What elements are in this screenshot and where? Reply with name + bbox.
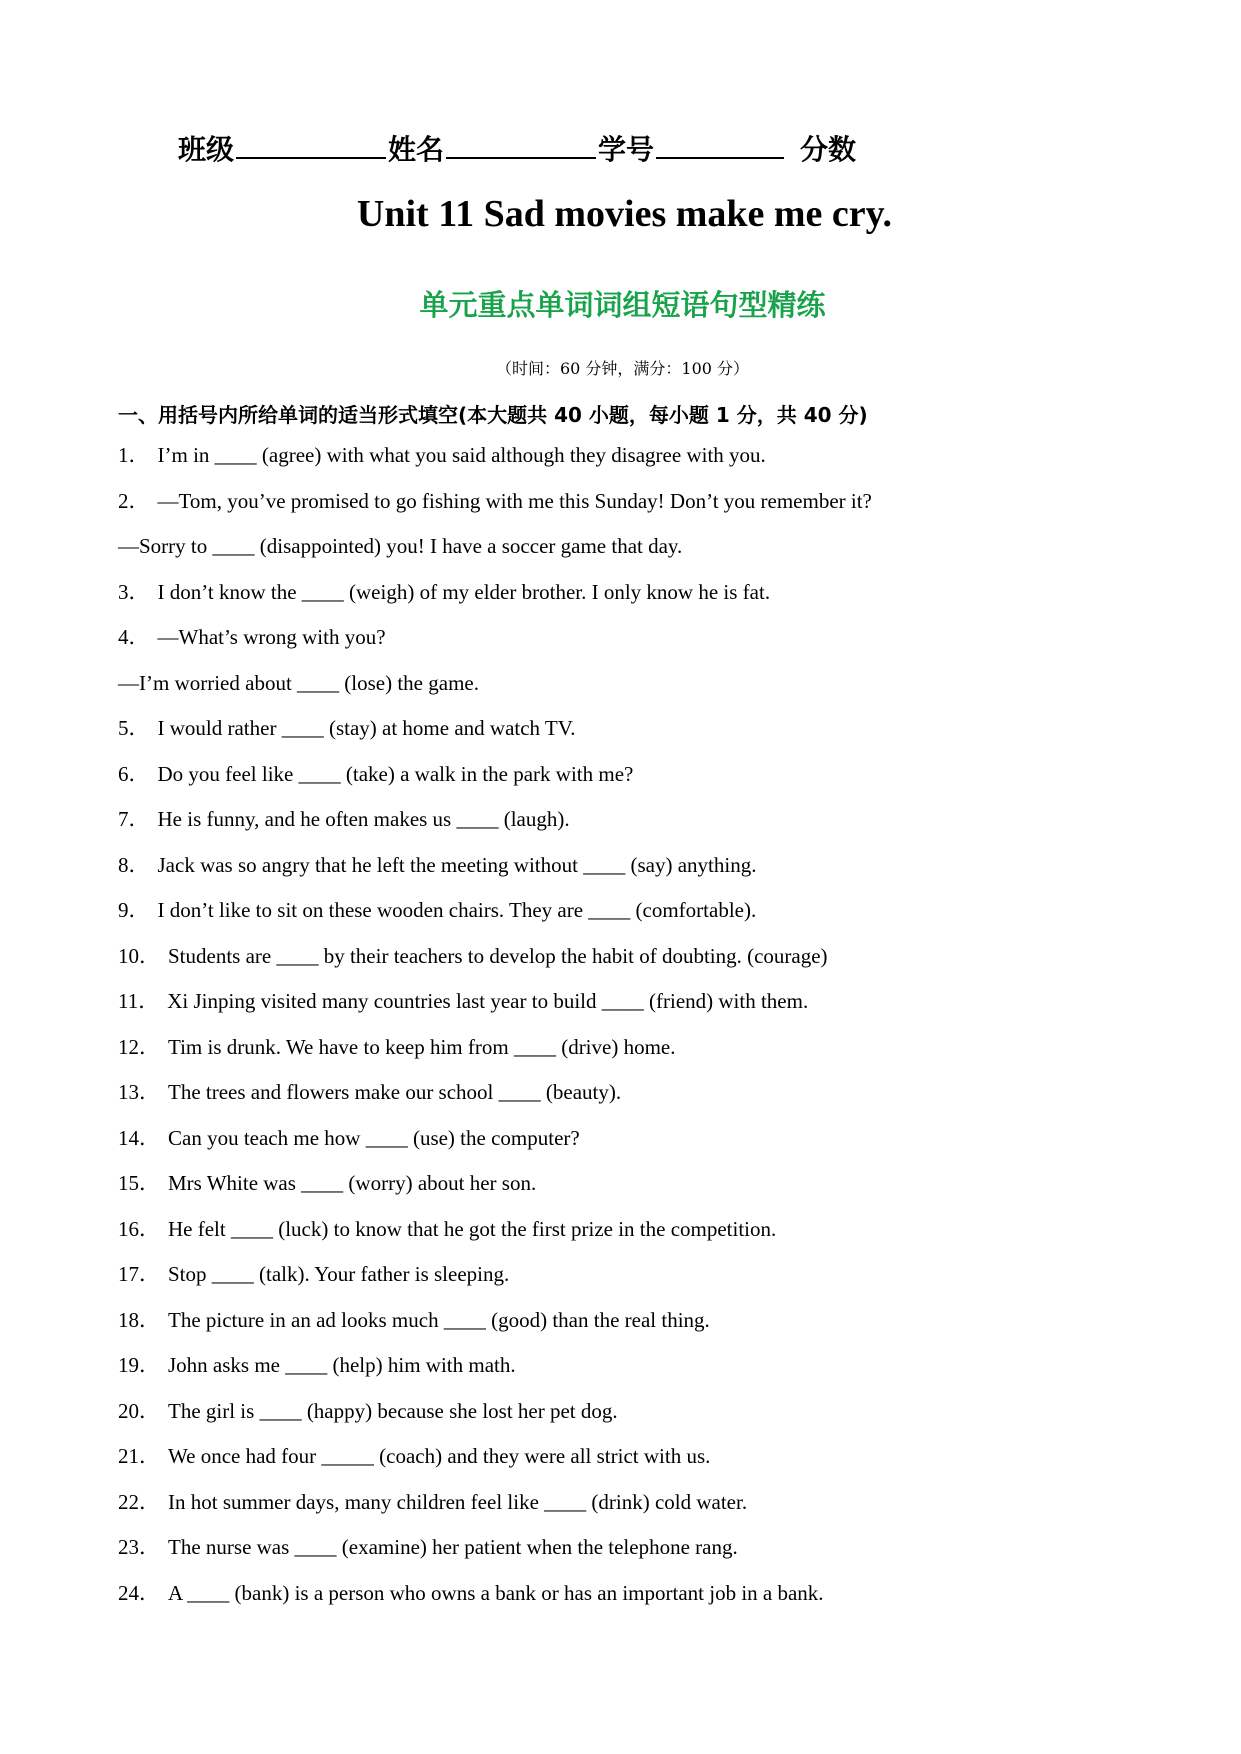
student-id-label: 学号 [598,133,655,166]
question-line [118,1396,1128,1442]
question-text: Mrs White was ____ (worry) about her son. [168,1171,537,1195]
question-line [118,668,1128,714]
question-number: 16． [118,1216,160,1241]
question-text: I don’t like to sit on these wooden chairs. They are ____ (comfortable). [157,898,757,922]
name-blank [446,131,596,159]
question-text: Tim is drunk. We have to keep him from ____ (drive) home. [168,1034,676,1059]
question-number: 14． [118,1125,160,1150]
question-text: Xi Jinping visited many countries last year to build ____ (friend) with them. [167,989,809,1013]
question-number: 9． [118,898,150,922]
score-label: 分数 [800,133,857,166]
question-number: 3． [118,579,150,604]
unit-title: Unit 11 Sad movies make me cry. [356,193,893,235]
question-line [118,531,1128,577]
question-line [118,941,1128,987]
question-line [118,1578,1128,1624]
question-number: 17． [118,1262,160,1286]
question-line [118,895,1128,941]
question-text: I’m in ____ (agree) with what you said although they disagree with you. [157,443,766,467]
question-number: 24． [118,1580,160,1605]
question-line [118,1305,1128,1351]
question-text: —What’s wrong with you? [157,625,386,649]
question-text: We once had four _____ (coach) and they were all strict with us. [168,1444,711,1468]
question-line [118,1532,1128,1578]
question-line [118,622,1128,668]
question-text: A ____ (bank) is a person who owns a bank or has an important job in a bank. [168,1580,824,1605]
question-text: I don’t know the ____ (weigh) of my elder brother. I only know he is fat. [157,579,771,604]
question-text: Do you feel like ____ (take) a walk in the park with me? [157,761,634,786]
question-text: Stop ____ (talk). Your father is sleeping. [168,1262,510,1286]
question-text: Jack was so angry that he left the meeting without ____ (say) anything. [157,852,757,877]
question-line [118,1441,1128,1487]
question-number: 11． [118,989,160,1013]
question-line [118,1077,1128,1123]
question-number: 18． [118,1307,160,1332]
question-text: The trees and flowers make our school ____ (beauty). [168,1080,622,1104]
question-text: —Tom, you’ve promised to go fishing with me this Sunday! Don’t you remember it? [157,488,872,513]
section-heading: 一、用括号内所给单词的适当形式填空(本大题共 40 小题，每小题 1 分，共 40 分) [118,403,868,427]
question-text: I would rather ____ (stay) at home and watch TV. [157,716,576,740]
question-line [118,986,1128,1032]
question-line [118,1123,1128,1169]
question-line [118,1259,1128,1305]
question-number: 15． [118,1171,160,1195]
question-text: He felt ____ (luck) to know that he got the first prize in the competition. [168,1216,777,1241]
question-text: The picture in an ad looks much ____ (good) than the real thing. [168,1307,710,1332]
question-text: Can you teach me how ____ (use) the computer? [168,1125,580,1150]
question-text: —Sorry to ____ (disappointed) you! I have a soccer game that day. [118,534,683,558]
worksheet-subtitle: 单元重点单词词组短语句型精练 [419,288,826,322]
question-number: 23． [118,1535,160,1559]
question-text: The nurse was ____ (examine) her patient when the telephone rang. [168,1535,738,1559]
student-info-header [178,128,856,168]
question-text: John asks me ____ (help) him with math. [168,1353,516,1377]
time-and-score-note: （时间：60 分钟，满分：100 分） [495,359,750,378]
question-number: 2． [118,488,150,513]
question-list [118,440,1128,1623]
question-text: In hot summer days, many children feel like ____ (drink) cold water. [168,1489,748,1514]
question-number: 10． [118,943,160,968]
question-line [118,1350,1128,1396]
question-line [118,850,1128,896]
question-line [118,440,1128,486]
question-number: 8． [118,852,150,877]
question-text: He is funny, and he often makes us ____ (laugh). [157,807,570,831]
question-number: 20． [118,1398,160,1423]
question-number: 6． [118,761,150,786]
question-number: 22． [118,1489,160,1514]
question-number: 7． [118,807,150,831]
question-line [118,486,1128,532]
question-number: 4． [118,625,150,649]
question-number: 12． [118,1034,160,1059]
question-line [118,804,1128,850]
question-number: 13． [118,1080,160,1104]
class-label: 班级 [178,133,235,166]
question-line [118,759,1128,805]
class-blank [236,131,386,159]
question-line [118,1214,1128,1260]
name-label: 姓名 [388,133,445,166]
question-text: The girl is ____ (happy) because she lost her pet dog. [168,1398,618,1423]
question-number: 21． [118,1444,160,1468]
question-line [118,1168,1128,1214]
question-text: Students are ____ by their teachers to develop the habit of doubting. (courage) [168,943,828,968]
question-number: 19． [118,1353,160,1377]
question-line [118,1032,1128,1078]
question-number: 5． [118,716,150,740]
question-line [118,713,1128,759]
question-number: 1． [118,443,150,467]
student-id-blank [656,131,784,159]
question-text: —I’m worried about ____ (lose) the game. [118,670,479,695]
question-line [118,577,1128,623]
question-line [118,1487,1128,1533]
